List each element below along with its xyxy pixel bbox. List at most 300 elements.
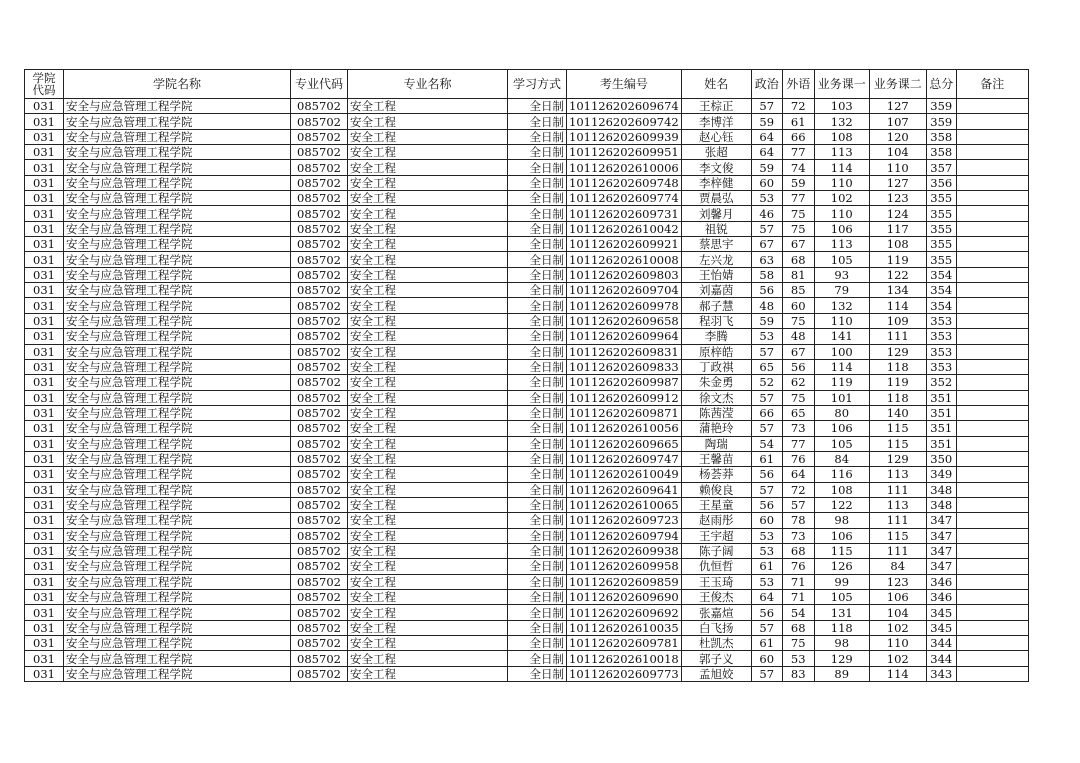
cell-course1: 98 bbox=[814, 636, 869, 651]
cell-total: 349 bbox=[926, 467, 956, 482]
table-row bbox=[25, 160, 1029, 175]
cell-college-code: 031 bbox=[25, 114, 64, 129]
cell-name: 贾晨弘 bbox=[681, 191, 751, 206]
cell-foreign: 65 bbox=[782, 405, 814, 420]
cell-remark bbox=[956, 482, 1028, 497]
cell-college-name: 安全与应急管理工程学院 bbox=[64, 99, 291, 114]
cell-major-name: 安全工程 bbox=[348, 513, 508, 528]
cell-major-name: 安全工程 bbox=[348, 421, 508, 436]
cell-major-name: 安全工程 bbox=[348, 129, 508, 144]
cell-name: 赵心钰 bbox=[681, 129, 751, 144]
cell-foreign: 72 bbox=[782, 99, 814, 114]
cell-politics: 64 bbox=[751, 145, 782, 160]
cell-politics: 52 bbox=[751, 375, 782, 390]
cell-study-mode: 全日制 bbox=[508, 99, 567, 114]
cell-college-code: 031 bbox=[25, 206, 64, 221]
cell-politics: 53 bbox=[751, 543, 782, 558]
cell-total: 355 bbox=[926, 221, 956, 236]
cell-exam-id: 101126202610006 bbox=[567, 160, 682, 175]
cell-college-name: 安全与应急管理工程学院 bbox=[64, 344, 291, 359]
cell-foreign: 67 bbox=[782, 237, 814, 252]
cell-exam-id: 101126202609748 bbox=[567, 175, 682, 190]
cell-foreign: 74 bbox=[782, 160, 814, 175]
cell-remark bbox=[956, 497, 1028, 512]
cell-college-code: 031 bbox=[25, 221, 64, 236]
cell-study-mode: 全日制 bbox=[508, 344, 567, 359]
cell-major-code: 085702 bbox=[291, 574, 348, 589]
cell-exam-id: 101126202609951 bbox=[567, 145, 682, 160]
cell-name: 王星童 bbox=[681, 497, 751, 512]
cell-name: 刘嘉茵 bbox=[681, 283, 751, 298]
cell-course1: 100 bbox=[814, 344, 869, 359]
cell-course1: 105 bbox=[814, 436, 869, 451]
cell-foreign: 67 bbox=[782, 344, 814, 359]
table-row bbox=[25, 513, 1029, 528]
cell-major-name: 安全工程 bbox=[348, 114, 508, 129]
cell-politics: 54 bbox=[751, 436, 782, 451]
table-row bbox=[25, 543, 1029, 558]
cell-major-code: 085702 bbox=[291, 636, 348, 651]
cell-remark bbox=[956, 237, 1028, 252]
cell-politics: 53 bbox=[751, 191, 782, 206]
cell-major-name: 安全工程 bbox=[348, 252, 508, 267]
cell-major-name: 安全工程 bbox=[348, 528, 508, 543]
cell-major-code: 085702 bbox=[291, 513, 348, 528]
table-row bbox=[25, 344, 1029, 359]
cell-exam-id: 101126202609781 bbox=[567, 636, 682, 651]
cell-total: 350 bbox=[926, 451, 956, 466]
cell-politics: 61 bbox=[751, 636, 782, 651]
cell-foreign: 54 bbox=[782, 605, 814, 620]
cell-course2: 102 bbox=[869, 651, 926, 666]
cell-course2: 127 bbox=[869, 175, 926, 190]
cell-name: 蔡思宇 bbox=[681, 237, 751, 252]
cell-course2: 115 bbox=[869, 421, 926, 436]
cell-exam-id: 101126202610018 bbox=[567, 651, 682, 666]
cell-politics: 61 bbox=[751, 559, 782, 574]
cell-total: 351 bbox=[926, 390, 956, 405]
cell-foreign: 60 bbox=[782, 298, 814, 313]
cell-major-code: 085702 bbox=[291, 528, 348, 543]
cell-name: 孟旭姣 bbox=[681, 666, 751, 681]
cell-exam-id: 101126202609938 bbox=[567, 543, 682, 558]
cell-remark bbox=[956, 421, 1028, 436]
cell-major-code: 085702 bbox=[291, 329, 348, 344]
cell-college-code: 031 bbox=[25, 559, 64, 574]
cell-course2: 115 bbox=[869, 528, 926, 543]
cell-study-mode: 全日制 bbox=[508, 206, 567, 221]
cell-college-code: 031 bbox=[25, 451, 64, 466]
cell-study-mode: 全日制 bbox=[508, 636, 567, 651]
cell-major-code: 085702 bbox=[291, 421, 348, 436]
cell-course2: 111 bbox=[869, 329, 926, 344]
cell-foreign: 75 bbox=[782, 390, 814, 405]
header-name: 姓名 bbox=[681, 70, 751, 99]
cell-foreign: 73 bbox=[782, 421, 814, 436]
cell-exam-id: 101126202609731 bbox=[567, 206, 682, 221]
cell-course1: 110 bbox=[814, 313, 869, 328]
cell-major-name: 安全工程 bbox=[348, 237, 508, 252]
cell-exam-id: 101126202609803 bbox=[567, 267, 682, 282]
cell-study-mode: 全日制 bbox=[508, 114, 567, 129]
cell-course1: 80 bbox=[814, 405, 869, 420]
cell-exam-id: 101126202609641 bbox=[567, 482, 682, 497]
cell-major-code: 085702 bbox=[291, 359, 348, 374]
cell-course2: 124 bbox=[869, 206, 926, 221]
cell-major-name: 安全工程 bbox=[348, 359, 508, 374]
cell-course2: 114 bbox=[869, 666, 926, 681]
cell-politics: 63 bbox=[751, 252, 782, 267]
cell-politics: 58 bbox=[751, 267, 782, 282]
cell-course2: 111 bbox=[869, 513, 926, 528]
cell-total: 357 bbox=[926, 160, 956, 175]
cell-major-code: 085702 bbox=[291, 237, 348, 252]
cell-study-mode: 全日制 bbox=[508, 666, 567, 681]
cell-major-name: 安全工程 bbox=[348, 390, 508, 405]
cell-course2: 104 bbox=[869, 145, 926, 160]
cell-foreign: 73 bbox=[782, 528, 814, 543]
cell-total: 355 bbox=[926, 252, 956, 267]
table-row bbox=[25, 191, 1029, 206]
score-sheet bbox=[24, 69, 1029, 682]
cell-total: 347 bbox=[926, 513, 956, 528]
cell-total: 346 bbox=[926, 590, 956, 605]
cell-course1: 108 bbox=[814, 482, 869, 497]
header-remarks: 备注 bbox=[956, 70, 1028, 99]
cell-college-code: 031 bbox=[25, 145, 64, 160]
cell-exam-id: 101126202609859 bbox=[567, 574, 682, 589]
table-row bbox=[25, 482, 1029, 497]
cell-study-mode: 全日制 bbox=[508, 559, 567, 574]
cell-course2: 115 bbox=[869, 436, 926, 451]
cell-major-code: 085702 bbox=[291, 114, 348, 129]
cell-name: 白飞扬 bbox=[681, 620, 751, 635]
table-row bbox=[25, 467, 1029, 482]
cell-college-name: 安全与应急管理工程学院 bbox=[64, 114, 291, 129]
cell-exam-id: 101126202609964 bbox=[567, 329, 682, 344]
table-row bbox=[25, 636, 1029, 651]
cell-college-name: 安全与应急管理工程学院 bbox=[64, 298, 291, 313]
cell-total: 351 bbox=[926, 436, 956, 451]
cell-remark bbox=[956, 390, 1028, 405]
cell-remark bbox=[956, 267, 1028, 282]
cell-name: 祖锐 bbox=[681, 221, 751, 236]
cell-college-code: 031 bbox=[25, 513, 64, 528]
cell-major-code: 085702 bbox=[291, 559, 348, 574]
cell-politics: 56 bbox=[751, 605, 782, 620]
cell-remark bbox=[956, 114, 1028, 129]
cell-college-code: 031 bbox=[25, 329, 64, 344]
cell-study-mode: 全日制 bbox=[508, 221, 567, 236]
cell-foreign: 76 bbox=[782, 451, 814, 466]
cell-major-name: 安全工程 bbox=[348, 497, 508, 512]
cell-remark bbox=[956, 145, 1028, 160]
cell-name: 王馨苗 bbox=[681, 451, 751, 466]
cell-course2: 113 bbox=[869, 497, 926, 512]
results-table bbox=[24, 69, 1029, 682]
cell-remark bbox=[956, 191, 1028, 206]
cell-exam-id: 101126202609704 bbox=[567, 283, 682, 298]
cell-remark bbox=[956, 436, 1028, 451]
cell-major-name: 安全工程 bbox=[348, 298, 508, 313]
cell-total: 359 bbox=[926, 114, 956, 129]
table-row bbox=[25, 283, 1029, 298]
table-row bbox=[25, 313, 1029, 328]
cell-total: 351 bbox=[926, 421, 956, 436]
cell-politics: 53 bbox=[751, 528, 782, 543]
cell-foreign: 75 bbox=[782, 636, 814, 651]
cell-exam-id: 101126202609921 bbox=[567, 237, 682, 252]
cell-college-name: 安全与应急管理工程学院 bbox=[64, 252, 291, 267]
cell-college-name: 安全与应急管理工程学院 bbox=[64, 129, 291, 144]
header-study-mode: 学习方式 bbox=[508, 70, 567, 99]
cell-college-code: 031 bbox=[25, 482, 64, 497]
cell-name: 徐文杰 bbox=[681, 390, 751, 405]
cell-course1: 105 bbox=[814, 590, 869, 605]
cell-course1: 106 bbox=[814, 421, 869, 436]
cell-college-name: 安全与应急管理工程学院 bbox=[64, 651, 291, 666]
cell-major-name: 安全工程 bbox=[348, 620, 508, 635]
cell-major-name: 安全工程 bbox=[348, 436, 508, 451]
cell-remark bbox=[956, 359, 1028, 374]
cell-politics: 64 bbox=[751, 590, 782, 605]
cell-course1: 106 bbox=[814, 221, 869, 236]
cell-total: 346 bbox=[926, 574, 956, 589]
cell-major-code: 085702 bbox=[291, 99, 348, 114]
cell-remark bbox=[956, 175, 1028, 190]
cell-major-code: 085702 bbox=[291, 298, 348, 313]
cell-course1: 110 bbox=[814, 175, 869, 190]
cell-remark bbox=[956, 651, 1028, 666]
cell-name: 张嘉煊 bbox=[681, 605, 751, 620]
cell-college-code: 031 bbox=[25, 421, 64, 436]
cell-remark bbox=[956, 543, 1028, 558]
cell-study-mode: 全日制 bbox=[508, 620, 567, 635]
header-course1: 业务课一 bbox=[814, 70, 869, 99]
cell-major-code: 085702 bbox=[291, 206, 348, 221]
cell-major-name: 安全工程 bbox=[348, 467, 508, 482]
table-row bbox=[25, 620, 1029, 635]
cell-name: 朱金勇 bbox=[681, 375, 751, 390]
cell-remark bbox=[956, 574, 1028, 589]
cell-exam-id: 101126202609665 bbox=[567, 436, 682, 451]
cell-study-mode: 全日制 bbox=[508, 467, 567, 482]
table-row bbox=[25, 252, 1029, 267]
cell-remark bbox=[956, 636, 1028, 651]
cell-total: 359 bbox=[926, 99, 956, 114]
cell-name: 李文俊 bbox=[681, 160, 751, 175]
cell-study-mode: 全日制 bbox=[508, 313, 567, 328]
cell-name: 左兴龙 bbox=[681, 252, 751, 267]
cell-college-code: 031 bbox=[25, 160, 64, 175]
cell-name: 张超 bbox=[681, 145, 751, 160]
cell-politics: 61 bbox=[751, 451, 782, 466]
cell-exam-id: 101126202610008 bbox=[567, 252, 682, 267]
cell-politics: 59 bbox=[751, 114, 782, 129]
cell-major-name: 安全工程 bbox=[348, 636, 508, 651]
table-row bbox=[25, 359, 1029, 374]
cell-name: 陶瑞 bbox=[681, 436, 751, 451]
cell-remark bbox=[956, 513, 1028, 528]
cell-course1: 79 bbox=[814, 283, 869, 298]
table-row bbox=[25, 99, 1029, 114]
cell-college-code: 031 bbox=[25, 528, 64, 543]
cell-college-name: 安全与应急管理工程学院 bbox=[64, 636, 291, 651]
cell-major-code: 085702 bbox=[291, 482, 348, 497]
cell-foreign: 68 bbox=[782, 543, 814, 558]
cell-college-code: 031 bbox=[25, 666, 64, 681]
cell-name: 杨荟莽 bbox=[681, 467, 751, 482]
cell-exam-id: 101126202610042 bbox=[567, 221, 682, 236]
cell-total: 353 bbox=[926, 344, 956, 359]
cell-major-code: 085702 bbox=[291, 543, 348, 558]
table-row bbox=[25, 175, 1029, 190]
cell-total: 344 bbox=[926, 636, 956, 651]
cell-politics: 53 bbox=[751, 329, 782, 344]
cell-college-name: 安全与应急管理工程学院 bbox=[64, 283, 291, 298]
cell-foreign: 56 bbox=[782, 359, 814, 374]
table-row bbox=[25, 451, 1029, 466]
cell-major-code: 085702 bbox=[291, 221, 348, 236]
cell-total: 353 bbox=[926, 313, 956, 328]
cell-course1: 84 bbox=[814, 451, 869, 466]
cell-course2: 134 bbox=[869, 283, 926, 298]
cell-study-mode: 全日制 bbox=[508, 375, 567, 390]
cell-major-name: 安全工程 bbox=[348, 651, 508, 666]
cell-college-name: 安全与应急管理工程学院 bbox=[64, 313, 291, 328]
cell-course1: 99 bbox=[814, 574, 869, 589]
cell-study-mode: 全日制 bbox=[508, 359, 567, 374]
cell-college-code: 031 bbox=[25, 359, 64, 374]
cell-major-name: 安全工程 bbox=[348, 344, 508, 359]
cell-college-code: 031 bbox=[25, 191, 64, 206]
cell-politics: 57 bbox=[751, 390, 782, 405]
cell-course2: 127 bbox=[869, 99, 926, 114]
cell-name: 原梓皓 bbox=[681, 344, 751, 359]
cell-politics: 66 bbox=[751, 405, 782, 420]
cell-college-code: 031 bbox=[25, 99, 64, 114]
cell-study-mode: 全日制 bbox=[508, 129, 567, 144]
cell-major-name: 安全工程 bbox=[348, 99, 508, 114]
cell-study-mode: 全日制 bbox=[508, 543, 567, 558]
cell-foreign: 75 bbox=[782, 221, 814, 236]
cell-remark bbox=[956, 605, 1028, 620]
header-major-name: 专业名称 bbox=[348, 70, 508, 99]
cell-total: 358 bbox=[926, 145, 956, 160]
cell-college-code: 031 bbox=[25, 344, 64, 359]
cell-total: 345 bbox=[926, 620, 956, 635]
cell-total: 343 bbox=[926, 666, 956, 681]
cell-foreign: 72 bbox=[782, 482, 814, 497]
cell-major-code: 085702 bbox=[291, 267, 348, 282]
table-row bbox=[25, 421, 1029, 436]
cell-foreign: 77 bbox=[782, 145, 814, 160]
table-row bbox=[25, 375, 1029, 390]
cell-college-name: 安全与应急管理工程学院 bbox=[64, 543, 291, 558]
cell-politics: 56 bbox=[751, 283, 782, 298]
cell-foreign: 75 bbox=[782, 206, 814, 221]
cell-college-code: 031 bbox=[25, 574, 64, 589]
cell-course2: 122 bbox=[869, 267, 926, 282]
cell-foreign: 83 bbox=[782, 666, 814, 681]
cell-exam-id: 101126202609871 bbox=[567, 405, 682, 420]
cell-exam-id: 101126202609987 bbox=[567, 375, 682, 390]
cell-course1: 132 bbox=[814, 298, 869, 313]
cell-name: 程羽飞 bbox=[681, 313, 751, 328]
cell-name: 赵雨彤 bbox=[681, 513, 751, 528]
cell-study-mode: 全日制 bbox=[508, 605, 567, 620]
cell-foreign: 48 bbox=[782, 329, 814, 344]
cell-study-mode: 全日制 bbox=[508, 283, 567, 298]
cell-foreign: 76 bbox=[782, 559, 814, 574]
cell-name: 李梓健 bbox=[681, 175, 751, 190]
cell-name: 杜凯杰 bbox=[681, 636, 751, 651]
cell-course2: 119 bbox=[869, 375, 926, 390]
cell-course1: 106 bbox=[814, 528, 869, 543]
cell-foreign: 77 bbox=[782, 436, 814, 451]
header-major-code: 专业代码 bbox=[291, 70, 348, 99]
cell-study-mode: 全日制 bbox=[508, 237, 567, 252]
cell-total: 355 bbox=[926, 206, 956, 221]
cell-college-code: 031 bbox=[25, 467, 64, 482]
cell-study-mode: 全日制 bbox=[508, 528, 567, 543]
table-row bbox=[25, 145, 1029, 160]
cell-remark bbox=[956, 329, 1028, 344]
cell-course2: 104 bbox=[869, 605, 926, 620]
cell-course1: 102 bbox=[814, 191, 869, 206]
cell-name: 陈茜滢 bbox=[681, 405, 751, 420]
cell-major-code: 085702 bbox=[291, 375, 348, 390]
cell-remark bbox=[956, 206, 1028, 221]
cell-course2: 84 bbox=[869, 559, 926, 574]
cell-course2: 140 bbox=[869, 405, 926, 420]
cell-course1: 122 bbox=[814, 497, 869, 512]
table-row bbox=[25, 405, 1029, 420]
cell-exam-id: 101126202609978 bbox=[567, 298, 682, 313]
cell-remark bbox=[956, 528, 1028, 543]
cell-exam-id: 101126202610049 bbox=[567, 467, 682, 482]
cell-course2: 107 bbox=[869, 114, 926, 129]
cell-college-name: 安全与应急管理工程学院 bbox=[64, 497, 291, 512]
cell-college-code: 031 bbox=[25, 283, 64, 298]
cell-course2: 118 bbox=[869, 359, 926, 374]
cell-course1: 103 bbox=[814, 99, 869, 114]
cell-college-name: 安全与应急管理工程学院 bbox=[64, 175, 291, 190]
cell-course1: 101 bbox=[814, 390, 869, 405]
cell-exam-id: 101126202610035 bbox=[567, 620, 682, 635]
cell-politics: 60 bbox=[751, 513, 782, 528]
cell-exam-id: 101126202609774 bbox=[567, 191, 682, 206]
cell-course2: 106 bbox=[869, 590, 926, 605]
cell-major-name: 安全工程 bbox=[348, 543, 508, 558]
cell-politics: 56 bbox=[751, 497, 782, 512]
cell-college-name: 安全与应急管理工程学院 bbox=[64, 421, 291, 436]
cell-politics: 64 bbox=[751, 129, 782, 144]
cell-course1: 113 bbox=[814, 237, 869, 252]
cell-total: 352 bbox=[926, 375, 956, 390]
cell-major-code: 085702 bbox=[291, 313, 348, 328]
cell-exam-id: 101126202609794 bbox=[567, 528, 682, 543]
cell-exam-id: 101126202609912 bbox=[567, 390, 682, 405]
cell-politics: 57 bbox=[751, 99, 782, 114]
cell-major-name: 安全工程 bbox=[348, 191, 508, 206]
cell-exam-id: 101126202609690 bbox=[567, 590, 682, 605]
cell-college-code: 031 bbox=[25, 390, 64, 405]
cell-college-code: 031 bbox=[25, 298, 64, 313]
cell-foreign: 59 bbox=[782, 175, 814, 190]
cell-name: 李博洋 bbox=[681, 114, 751, 129]
cell-course1: 126 bbox=[814, 559, 869, 574]
